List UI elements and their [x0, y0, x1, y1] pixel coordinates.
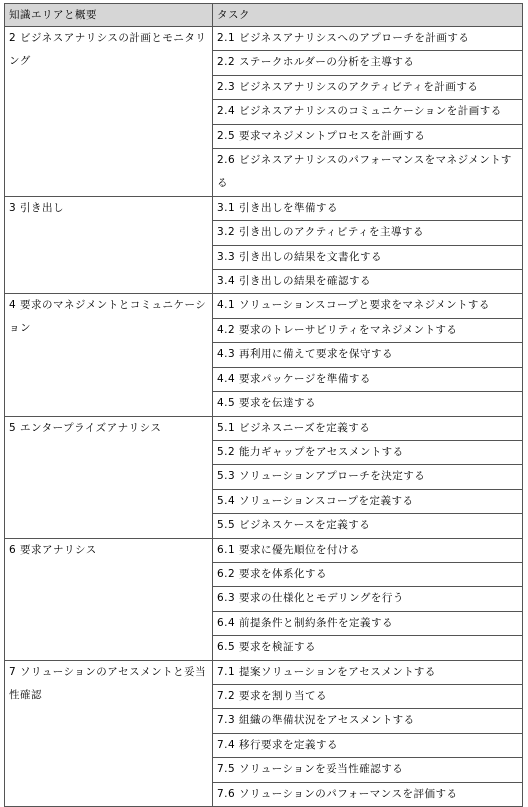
table-row: [5, 196, 523, 220]
knowledge-area-cell: 7 ソリューションのアセスメントと妥当性確認: [5, 660, 213, 806]
task-cell: 4.5 要求を伝達する: [213, 392, 523, 416]
task-cell: 2.4 ビジネスアナリシスのコミュニケーションを計画する: [213, 100, 523, 124]
task-cell: 3.2 引き出しのアクティビティを主導する: [213, 221, 523, 245]
task-cell: 5.4 ソリューションスコープを定義する: [213, 489, 523, 513]
knowledge-area-table: [4, 3, 523, 807]
task-cell: 7.3 組織の準備状況をアセスメントする: [213, 709, 523, 733]
header-task: タスク: [213, 4, 523, 27]
task-cell: 4.2 要求のトレーサビリティをマネジメントする: [213, 318, 523, 342]
task-cell: 2.3 ビジネスアナリシスのアクティビティを計画する: [213, 75, 523, 99]
task-cell: 6.5 要求を検証する: [213, 636, 523, 660]
task-cell: 5.5 ビジネスケースを定義する: [213, 514, 523, 538]
table-row: [5, 294, 523, 318]
knowledge-area-cell: 3 引き出し: [5, 196, 213, 294]
task-cell: 4.3 再利用に備えて要求を保守する: [213, 343, 523, 367]
task-cell: 3.3 引き出しの結果を文書化する: [213, 245, 523, 269]
task-cell: 7.5 ソリューションを妥当性確認する: [213, 758, 523, 782]
task-cell: 3.1 引き出しを準備する: [213, 196, 523, 220]
task-cell: 3.4 引き出しの結果を確認する: [213, 270, 523, 294]
task-cell: 7.2 要求を割り当てる: [213, 684, 523, 708]
knowledge-area-cell: 6 要求アナリシス: [5, 538, 213, 660]
knowledge-area-cell: 4 要求のマネジメントとコミュニケーション: [5, 294, 213, 416]
task-cell: 2.2 ステークホルダーの分析を主導する: [213, 51, 523, 75]
task-cell: 5.1 ビジネスニーズを定義する: [213, 416, 523, 440]
table-row: [5, 538, 523, 562]
table-body: [5, 27, 523, 807]
task-cell: 4.1 ソリューションスコープと要求をマネジメントする: [213, 294, 523, 318]
task-cell: 4.4 要求パッケージを準備する: [213, 367, 523, 391]
table-row: [5, 416, 523, 440]
knowledge-area-cell: 2 ビジネスアナリシスの計画とモニタリング: [5, 27, 213, 197]
header-area: 知識エリアと概要: [5, 4, 213, 27]
task-cell: 2.6 ビジネスアナリシスのパフォーマンスをマネジメントする: [213, 149, 523, 197]
task-cell: 2.1 ビジネスアナリシスへのアプローチを計画する: [213, 27, 523, 51]
task-cell: 5.2 能力ギャップをアセスメントする: [213, 440, 523, 464]
task-cell: 5.3 ソリューションアプローチを決定する: [213, 465, 523, 489]
header-row: [5, 4, 523, 27]
task-cell: 6.2 要求を体系化する: [213, 562, 523, 586]
task-cell: 6.4 前提条件と制約条件を定義する: [213, 611, 523, 635]
task-cell: 7.1 提案ソリューションをアセスメントする: [213, 660, 523, 684]
knowledge-area-cell: 5 エンタープライズアナリシス: [5, 416, 213, 538]
table-row: [5, 27, 523, 51]
task-cell: 6.3 要求の仕様化とモデリングを行う: [213, 587, 523, 611]
table-row: [5, 660, 523, 684]
task-cell: 6.1 要求に優先順位を付ける: [213, 538, 523, 562]
task-cell: 2.5 要求マネジメントプロセスを計画する: [213, 124, 523, 148]
task-cell: 7.6 ソリューションのパフォーマンスを評価する: [213, 782, 523, 806]
task-cell: 7.4 移行要求を定義する: [213, 733, 523, 757]
